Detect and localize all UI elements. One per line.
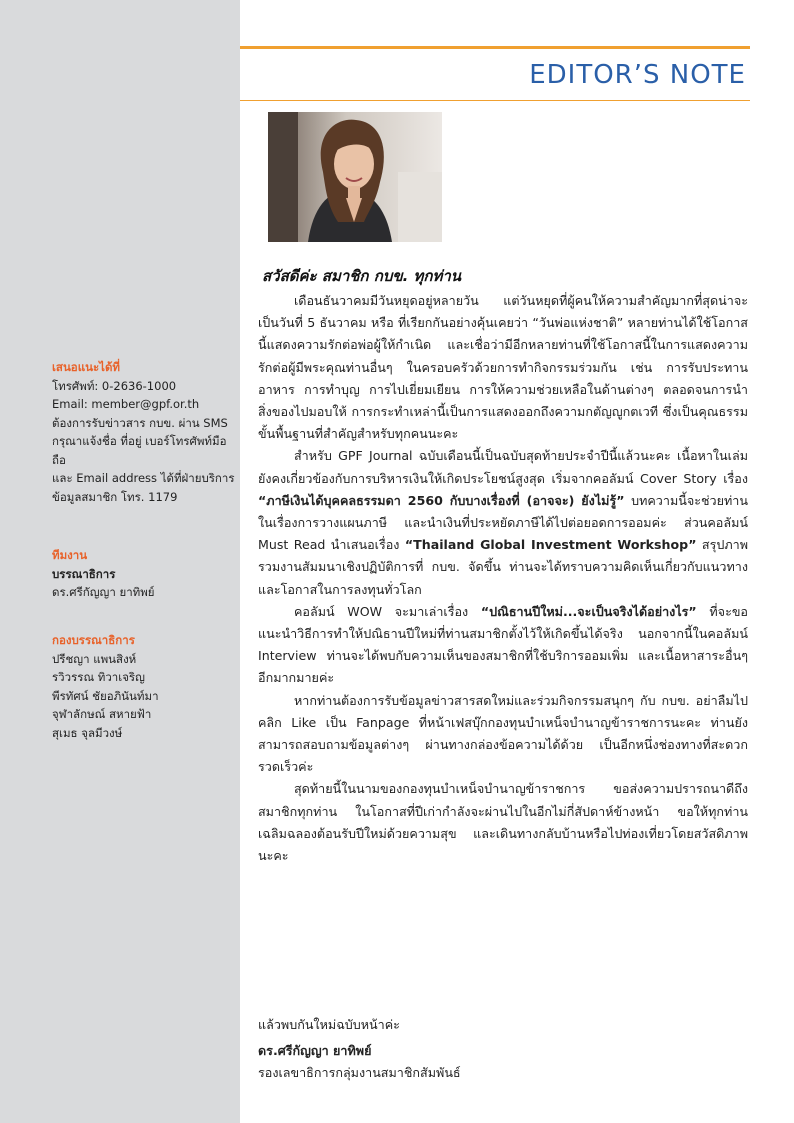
contact-line: กรุณาแจ้งชื่อ ที่อยู่ เบอร์โทรศัพท์มือถือ	[52, 434, 227, 467]
paragraph: สุดท้ายนี้ในนามของกองทุนบำเหน็จบำนาญข้าราชการ ขอส่งความปรารถนาดีถึงสมาชิกทุกท่าน ในโอกาสที่ปีเก่ากำลังจะผ่านไปในอีกไม่กี่สัปดาห์ข้างหน้า ขอให้ทุกท่านเฉลิมฉลองต้อนรับปีใหม่ด้วยความสุข และเดินทางกลับบ้านหรือไปท่องเที่ยวโดยสวัสดิภาพนะคะ	[258, 781, 748, 864]
contact-line: Email: member@gpf.or.th	[52, 397, 200, 411]
board-member: พีรทัศน์ ชัยอภินันท์มา	[52, 688, 159, 703]
editor-name: ดร.ศรีกัญญา ยาทิพย์	[52, 585, 155, 599]
paragraph	[258, 445, 748, 600]
contact-heading: เสนอแนะได้ที่	[52, 360, 121, 374]
board-member: จุฬาลักษณ์ สหายฟ้า	[52, 707, 152, 721]
board-heading: กองบรรณาธิการ	[52, 633, 135, 647]
closing-block	[258, 1014, 748, 1085]
paragraph: เดือนธันวาคมมีวันหยุดอยู่หลายวัน แต่วันหยุดที่ผู้คนให้ความสำคัญมากที่สุดน่าจะเป็นวันที่ 5 ธันวาคม หรือ ที่เรียกกันอย่างคุ้นเคยว่า “วันพ่อแห่งชาติ” หลายท่านได้ใช้โอกาสนี้แสดงความรักต่อพ่อผู้ให้กำเนิด และเชื่อว่ามีอีกหลายท่านที่ใช้โอกาสนี้ในการแสดงความรักต่อผู้มีพระคุณท่านอื่นๆ ในครอบครัวด้วยการทำกิจกรรมร่วมกัน เช่น การรับประทานอาหาร การทำบุญ การไปเยี่ยมเยียน การให้ความช่วยเหลือในด้านต่างๆ ตลอดจนการนำสิ่งของไปมอบให้ การกระทำเหล่านี้เป็นการแสดงออกถึงความกตัญญูกตเวที ซึ่งเป็นคุณธรรมขั้นพื้นฐานที่สำคัญสำหรับทุกคนนะคะ	[258, 293, 748, 442]
board-member: สุเมธ จุลมีวงษ์	[52, 725, 123, 740]
greeting-heading: สวัสดีค่ะ สมาชิก กบข. ทุกท่าน	[262, 267, 462, 285]
contact-line: และ Email address ได้ที่ฝ่ายบริการ	[52, 471, 235, 485]
contact-block	[52, 358, 237, 506]
editor-portrait-photo	[268, 112, 442, 242]
paragraph-text: ที่จะขอแนะนำวิธีการทำให้ปณิธานปีใหม่ที่ท่านสมาชิกตั้งไว้ให้เกิดขึ้นได้จริง นอกจากนี้ในคอลัมน์ Interview ท่านจะได้พบกับความเห็นของสมาชิกที่ใช้บริการออมเพิ่ม และเนื้อหาสาระอื่นๆ อีกมากมายค่ะ	[258, 603, 748, 686]
paragraph-text: สำหรับ GPF Journal ฉบับเดือนนี้เป็นฉบับสุดท้ายประจำปีนี้แล้วนะคะ เนื้อหาในเล่มยังคงเกี่ยวข้องกับการบริหารเงินให้เกิดประโยชน์สูงสุด เริ่มจากคอลัมน์ Cover Story เรื่อง	[258, 448, 748, 486]
cover-story-title: “ภาษีเงินได้บุคคลธรรมดา 2560 กับบางเรื่องที่ (อาจจะ) ยังไม่รู้”	[258, 492, 625, 508]
top-divider	[240, 46, 750, 49]
editor-role: บรรณาธิการ	[52, 566, 116, 581]
board-member: ปรีชญา แพนสิงห์	[52, 651, 137, 666]
paragraph-text: บทความนี้จะช่วยท่านในเรื่องการวางแผนภาษี และนำเงินที่ประหยัดภาษีได้ไปต่อยอดการออมค่ะ ส่วนคอลัมน์ Must Read นำเสนอเรื่อง	[258, 492, 748, 553]
article-body	[258, 290, 748, 867]
must-read-title: “Thailand Global Investment Workshop”	[404, 537, 697, 553]
paragraph	[258, 601, 748, 690]
signature-title: รองเลขาธิการกลุ่มงานสมาชิกสัมพันธ์	[258, 1065, 461, 1081]
title-divider	[240, 100, 750, 101]
contact-line: ต้องการรับข่าวสาร กบข. ผ่าน SMS	[52, 415, 228, 430]
contact-line: โทรศัพท์: 0-2636-1000	[52, 378, 177, 393]
team-heading: ทีมงาน	[52, 548, 88, 562]
paragraph: หากท่านต้องการรับข้อมูลข่าวสารสดใหม่และร่วมกิจกรรมสนุกๆ กับ กบข. อย่าลืมไปคลิก Like เป็น Fanpage ที่หน้าเฟสบุ๊กกองทุนบำเหน็จบำนาญข้าราชการนะคะ ท่านยังสามารถสอบถามข้อมูลต่างๆ ผ่านทางกล่องข้อความได้ด้วย เป็นอีกหนึ่งช่องทางที่สะดวกรวดเร็วค่ะ	[258, 692, 748, 775]
contact-line: ข้อมูลสมาชิก โทร. 1179	[52, 489, 178, 504]
wow-title: “ปณิธานปีใหม่...จะเป็นจริงได้อย่างไร”	[480, 603, 697, 619]
closing-line: แล้วพบกันใหม่ฉบับหน้าค่ะ	[258, 1017, 400, 1032]
paragraph-text: สรุปภาพรวมงานสัมมนาเชิงปฏิบัติการที่ กบข. จัดขึ้น ท่านจะได้ทราบความคิดเห็นเกี่ยวกับแนวทางและโอกาสในการลงทุนทั่วโลก	[258, 537, 748, 597]
board-member: รวิวรรณ ทิวาเจริญ	[52, 670, 145, 684]
team-block	[52, 546, 237, 602]
signature-name: ดร.ศรีกัญญา ยาทิพย์	[258, 1043, 372, 1059]
paragraph-text: คอลัมน์ WOW จะมาเล่าเรื่อง	[294, 603, 481, 619]
page-title: EDITOR’S NOTE	[529, 60, 746, 90]
board-block	[52, 631, 237, 742]
